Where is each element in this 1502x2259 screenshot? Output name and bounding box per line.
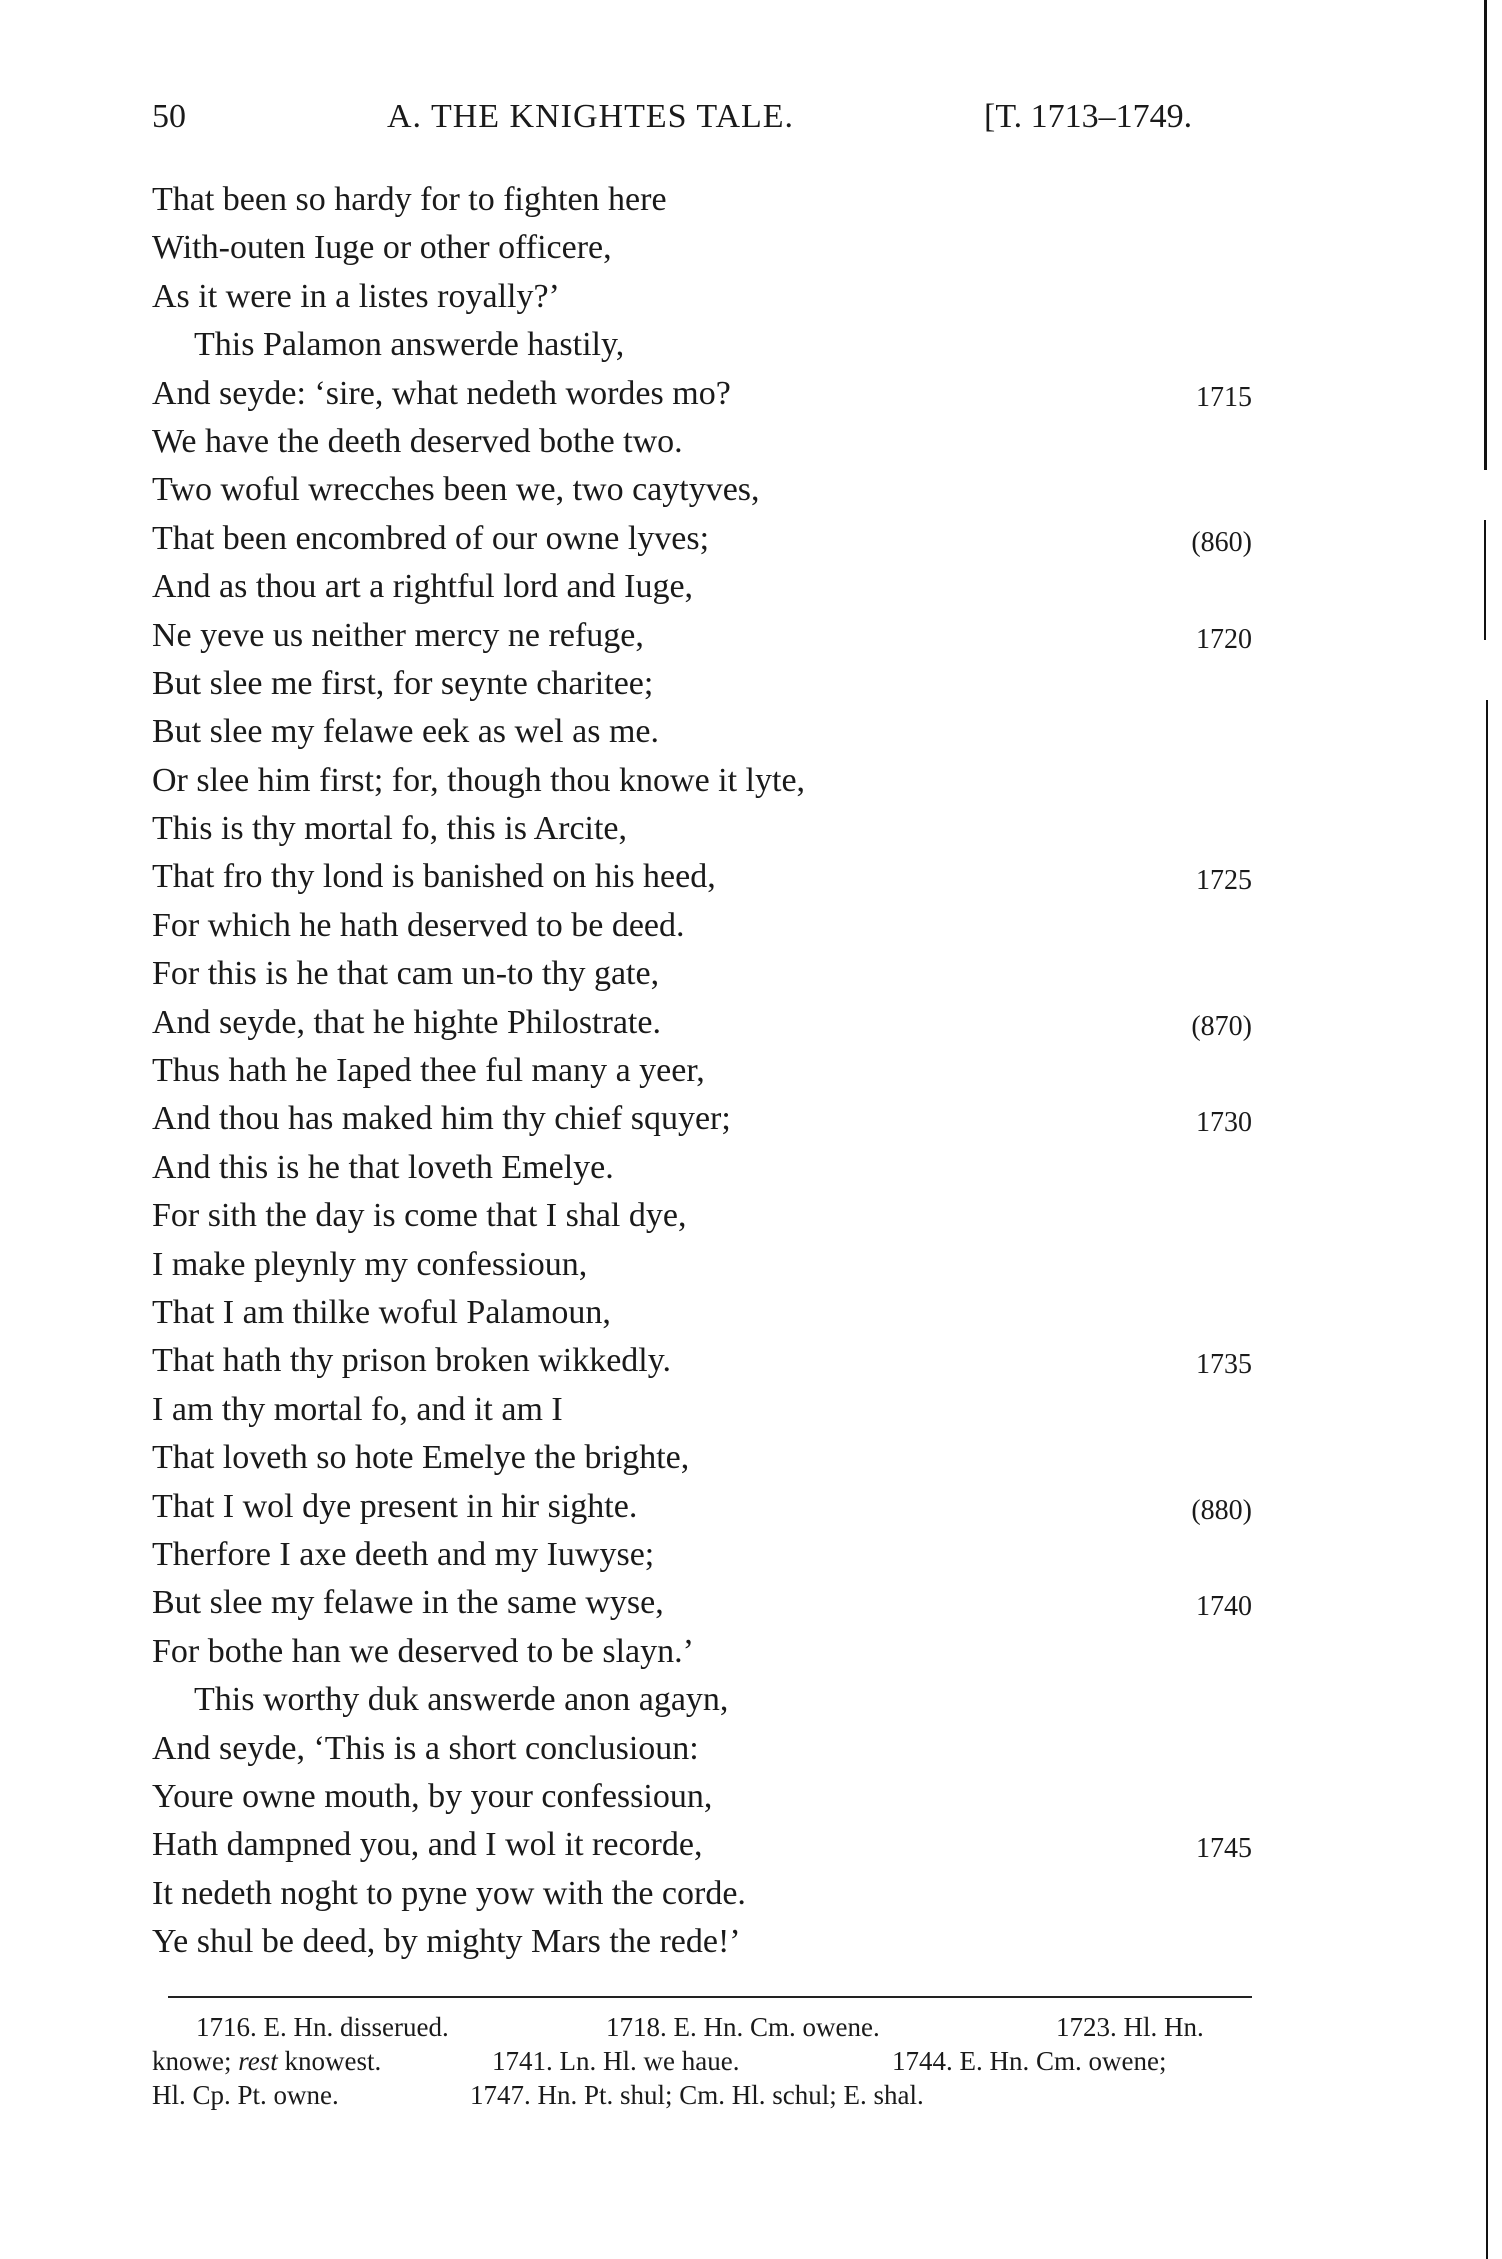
verse-block	[152, 176, 1252, 1966]
verse-line: But slee me first, for seynte charitee;	[152, 664, 654, 702]
verse-line: For bothe han we deserved to be slayn.’	[152, 1632, 694, 1670]
verse-line: And this is he that loveth Emelye.	[152, 1148, 614, 1186]
verse-line: That hath thy prison broken wikkedly. 1735	[152, 1337, 1252, 1385]
verse-line: That been encombred of our owne lyves; (860)	[152, 515, 1252, 563]
footnote-line	[152, 2044, 1252, 2078]
verse-line: That fro thy lond is banished on his heed, 1725	[152, 853, 1252, 901]
line-range: [T. 1713–1749.	[984, 98, 1193, 135]
verse-line: Hath dampned you, and I wol it recorde, 1745	[152, 1821, 1252, 1869]
line-number: 1730	[1196, 1107, 1252, 1139]
verse-line: And seyde, ‘This is a short conclusioun:	[152, 1729, 699, 1767]
footnote-1718: 1718. E. Hn. Cm. owene.	[606, 2012, 880, 2042]
verse-line: And seyde, that he highte Philostrate. (870)	[152, 999, 1252, 1047]
line-number: 1745	[1196, 1833, 1252, 1865]
page-edge-line	[1484, 0, 1487, 470]
line-number: (860)	[1191, 526, 1252, 558]
verse-line: Ne yeve us neither mercy ne refuge, 1720	[152, 612, 1252, 660]
verse-line: We have the deeth deserved bothe two.	[152, 422, 683, 460]
verse-line: This worthy duk answerde anon agayn,	[194, 1681, 729, 1719]
verse-line: I make pleynly my confessioun,	[152, 1245, 588, 1283]
footnote-1741: 1741. Ln. Hl. we haue.	[492, 2046, 740, 2076]
line-number: 1740	[1196, 1591, 1252, 1623]
footnote-line	[152, 2078, 1252, 2112]
verse-line: With-outen Iuge or other officere,	[152, 229, 612, 267]
verse-line: I am thy mortal fo, and it am I	[152, 1390, 563, 1428]
verse-line: Or slee him first; for, though thou knowe it lyte,	[152, 761, 806, 799]
verse-line: It nedeth noght to pyne yow with the corde.	[152, 1874, 746, 1912]
footnotes	[152, 2010, 1252, 2112]
line-number: 1735	[1196, 1349, 1252, 1381]
verse-line: But slee my felawe in the same wyse, 1740	[152, 1579, 1252, 1627]
line-number: (880)	[1191, 1494, 1252, 1526]
page-header	[152, 98, 1252, 148]
verse-line: Youre owne mouth, by your confessioun,	[152, 1777, 713, 1815]
verse-line: For sith the day is come that I shal dye,	[152, 1197, 687, 1235]
verse-line: And seyde: ‘sire, what nedeth wordes mo? 1715	[152, 370, 1252, 418]
verse-line: This is thy mortal fo, this is Arcite,	[152, 810, 628, 848]
footnote-divider	[168, 1996, 1252, 1998]
footnote-1716: 1716. E. Hn. disserued.	[196, 2012, 449, 2042]
footnote-1723: 1723. Hl. Hn.	[1056, 2012, 1204, 2042]
footnote-1747: 1747. Hn. Pt. shul; Cm. Hl. schul; E. shal.	[470, 2080, 924, 2110]
verse-line: For this is he that cam un-to thy gate,	[152, 955, 660, 993]
verse-line: That I am thilke woful Palamoun,	[152, 1293, 611, 1331]
verse-line: And as thou art a rightful lord and Iuge,	[152, 568, 694, 606]
line-number: 1725	[1196, 865, 1252, 897]
verse-line: Two woful wrecches been we, two caytyves,	[152, 471, 760, 509]
verse-line: But slee my felawe eek as wel as me.	[152, 713, 659, 751]
footnote-1744: 1744. E. Hn. Cm. owene;	[892, 2046, 1167, 2076]
line-number: (870)	[1191, 1010, 1252, 1042]
page-number: 50	[152, 98, 186, 135]
verse-line: This Palamon answerde hastily,	[194, 326, 625, 364]
footnote-line	[152, 2010, 1252, 2044]
running-title: A. THE KNIGHTES TALE.	[387, 98, 795, 135]
verse-line: Therfore I axe deeth and my Iuwyse;	[152, 1535, 655, 1573]
line-number: 1715	[1196, 381, 1252, 413]
verse-line: That I wol dye present in hir sighte. (880)	[152, 1483, 1252, 1531]
footnote-1744-continued: Hl. Cp. Pt. owne.	[152, 2080, 339, 2110]
page-edge-line	[1484, 520, 1486, 640]
verse-line: And thou has maked him thy chief squyer; 1730	[152, 1095, 1252, 1143]
verse-line: That been so hardy for to fighten here	[152, 181, 667, 218]
page-edge-line	[1486, 700, 1488, 2259]
verse-line: That loveth so hote Emelye the brighte,	[152, 1439, 690, 1477]
verse-line: For which he hath deserved to be deed.	[152, 906, 685, 944]
verse-line: Thus hath he Iaped thee ful many a yeer,	[152, 1052, 705, 1090]
footnote-1723-continued: knowe; rest knowest.	[152, 2046, 382, 2076]
line-number: 1720	[1196, 623, 1252, 655]
verse-line: Ye shul be deed, by mighty Mars the rede!’	[152, 1923, 741, 1961]
verse-line: As it were in a listes royally?’	[152, 277, 560, 315]
